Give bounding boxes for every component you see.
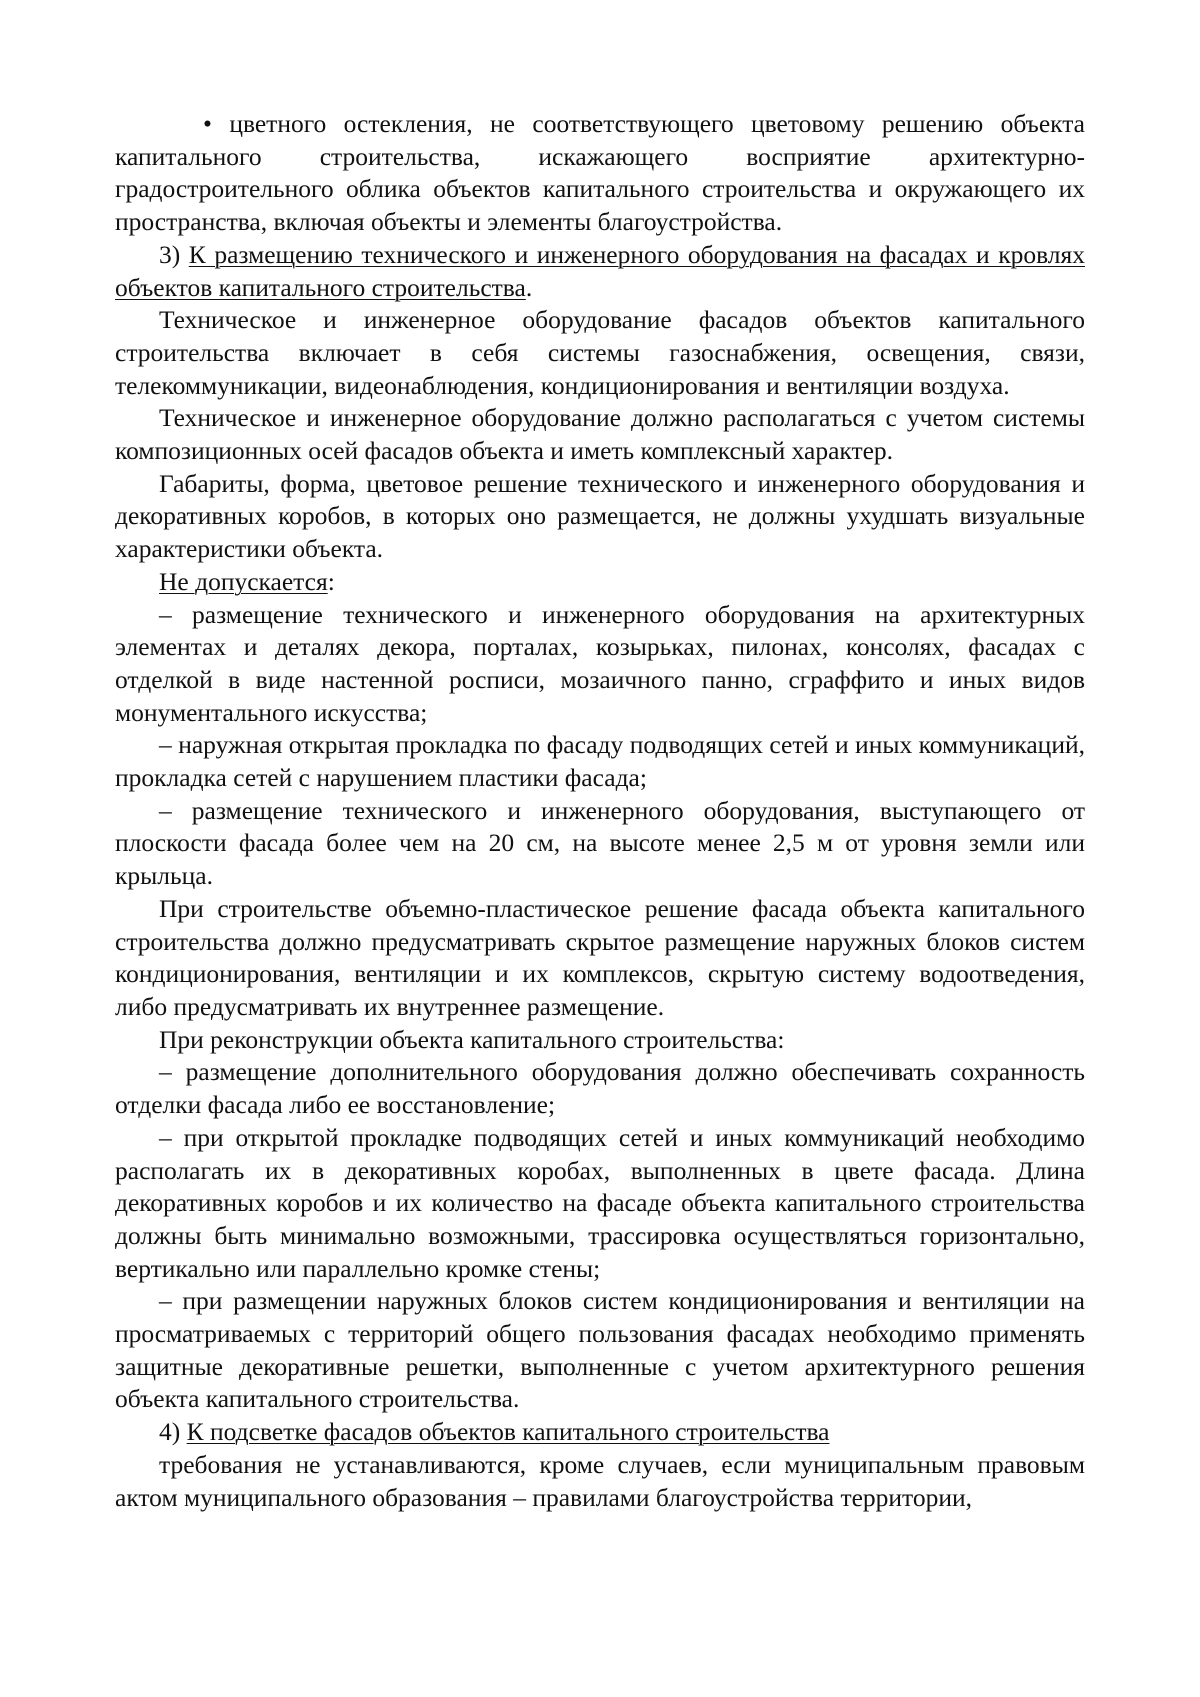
not-allowed-label: Не допускается — [159, 566, 328, 596]
bullet-icon: • — [203, 109, 212, 138]
list-item-decor-placement: – размещение технического и инженерного оборудования на архитектурных элементах и деталях декора, порталах, козырьках, пилонах, консолях, фасадах с отделкой в виде настенной росписи, мозаичного панно, сграффито и иных видов монументального искусства; — [115, 599, 1085, 727]
paragraph-equipment-dimensions: Габариты, форма, цветовое решение технического и инженерного оборудования и декоративных коробов, в которых оно размещается, не должны ухудшать визуальные характеристики объекта. — [115, 468, 1085, 564]
paragraph-equipment-includes: Техническое и инженерное оборудование фасадов объектов капитального строительства включает в себя системы газоснабжения, освещения, связи, телекоммуникации, видеонаблюдения, кондиционирования и вентиляции воздуха. — [115, 305, 1085, 400]
section-4-heading — [115, 1416, 1085, 1449]
document-page — [115, 108, 1085, 1514]
section-number: 3) — [159, 239, 189, 269]
list-item-protective-grilles: – при размещении наружных блоков систем кондиционирования и вентиляции на просматриваемых с территорий общего пользования фасадах необходимо применять защитные декоративные решетки, выполненные с учетом архитектурного решения объекта капитального строительства. — [115, 1286, 1085, 1414]
list-item-additional-equipment: – размещение дополнительного оборудования должно обеспечивать сохранность отделки фасада либо ее восстановление; — [115, 1057, 1085, 1120]
list-item-decorative-boxes: – при открытой прокладке подводящих сетей и иных коммуникаций необходимо располагать их в декоративных коробах, выполненных в цвете фасада. Длина декоративных коробов и их количество на фасаде объекта капитального строительства должны быть минимально возможными, трассировка осуществляться горизонтально, вертикально или параллельно кромке стены; — [115, 1122, 1085, 1283]
paragraph-text: цветного остекления, не соответствующего цветовому решению объекта капитального строительства, искажающего восприятие архитектурно-градостроительного облика объектов капитального строительства и окружающего их пространства, включая объекты и элементы благоустройства. — [115, 109, 1085, 237]
paragraph-colored-glazing — [115, 108, 1085, 239]
not-allowed-heading — [115, 566, 1085, 599]
section-3-heading — [115, 239, 1085, 304]
section-number: 4) — [159, 1417, 187, 1447]
not-allowed-colon: : — [327, 566, 335, 596]
paragraph-lighting-requirements: требования не устанавливаются, кроме случаев, если муниципальным правовым актом муниципального образования – правилами благоустройства территории, — [115, 1449, 1085, 1512]
paragraph-reconstruction: При реконструкции объекта капитального строительства: — [159, 1024, 785, 1054]
section-title-end: . — [525, 272, 533, 302]
list-item-protruding-equipment: – размещение технического и инженерного оборудования, выступающего от плоскости фасада более чем на 20 см, на высоте менее 2,5 м от уровня земли или крыльца. — [115, 795, 1085, 891]
section-title: К подсветке фасадов объектов капитального строительства — [186, 1417, 830, 1447]
section-title: К размещению технического и инженерного оборудования на фасадах и кровлях объектов капитального строительства — [115, 239, 1085, 302]
paragraph-construction: При строительстве объемно-пластическое решение фасада объекта капитального строительства должно предусматривать скрытое размещение наружных блоков систем кондиционирования, вентиляции и их комплексов, скрытую систему водоотведения, либо предусматривать их внутреннее размещение. — [115, 893, 1085, 1021]
list-item-open-laying: – наружная открытая прокладка по фасаду подводящих сетей и иных коммуникаций, прокладка сетей с нарушением пластики фасада; — [115, 730, 1085, 793]
paragraph-equipment-placement: Техническое и инженерное оборудование должно располагаться с учетом системы композиционных осей фасадов объекта и иметь комплексный характер. — [115, 403, 1085, 466]
